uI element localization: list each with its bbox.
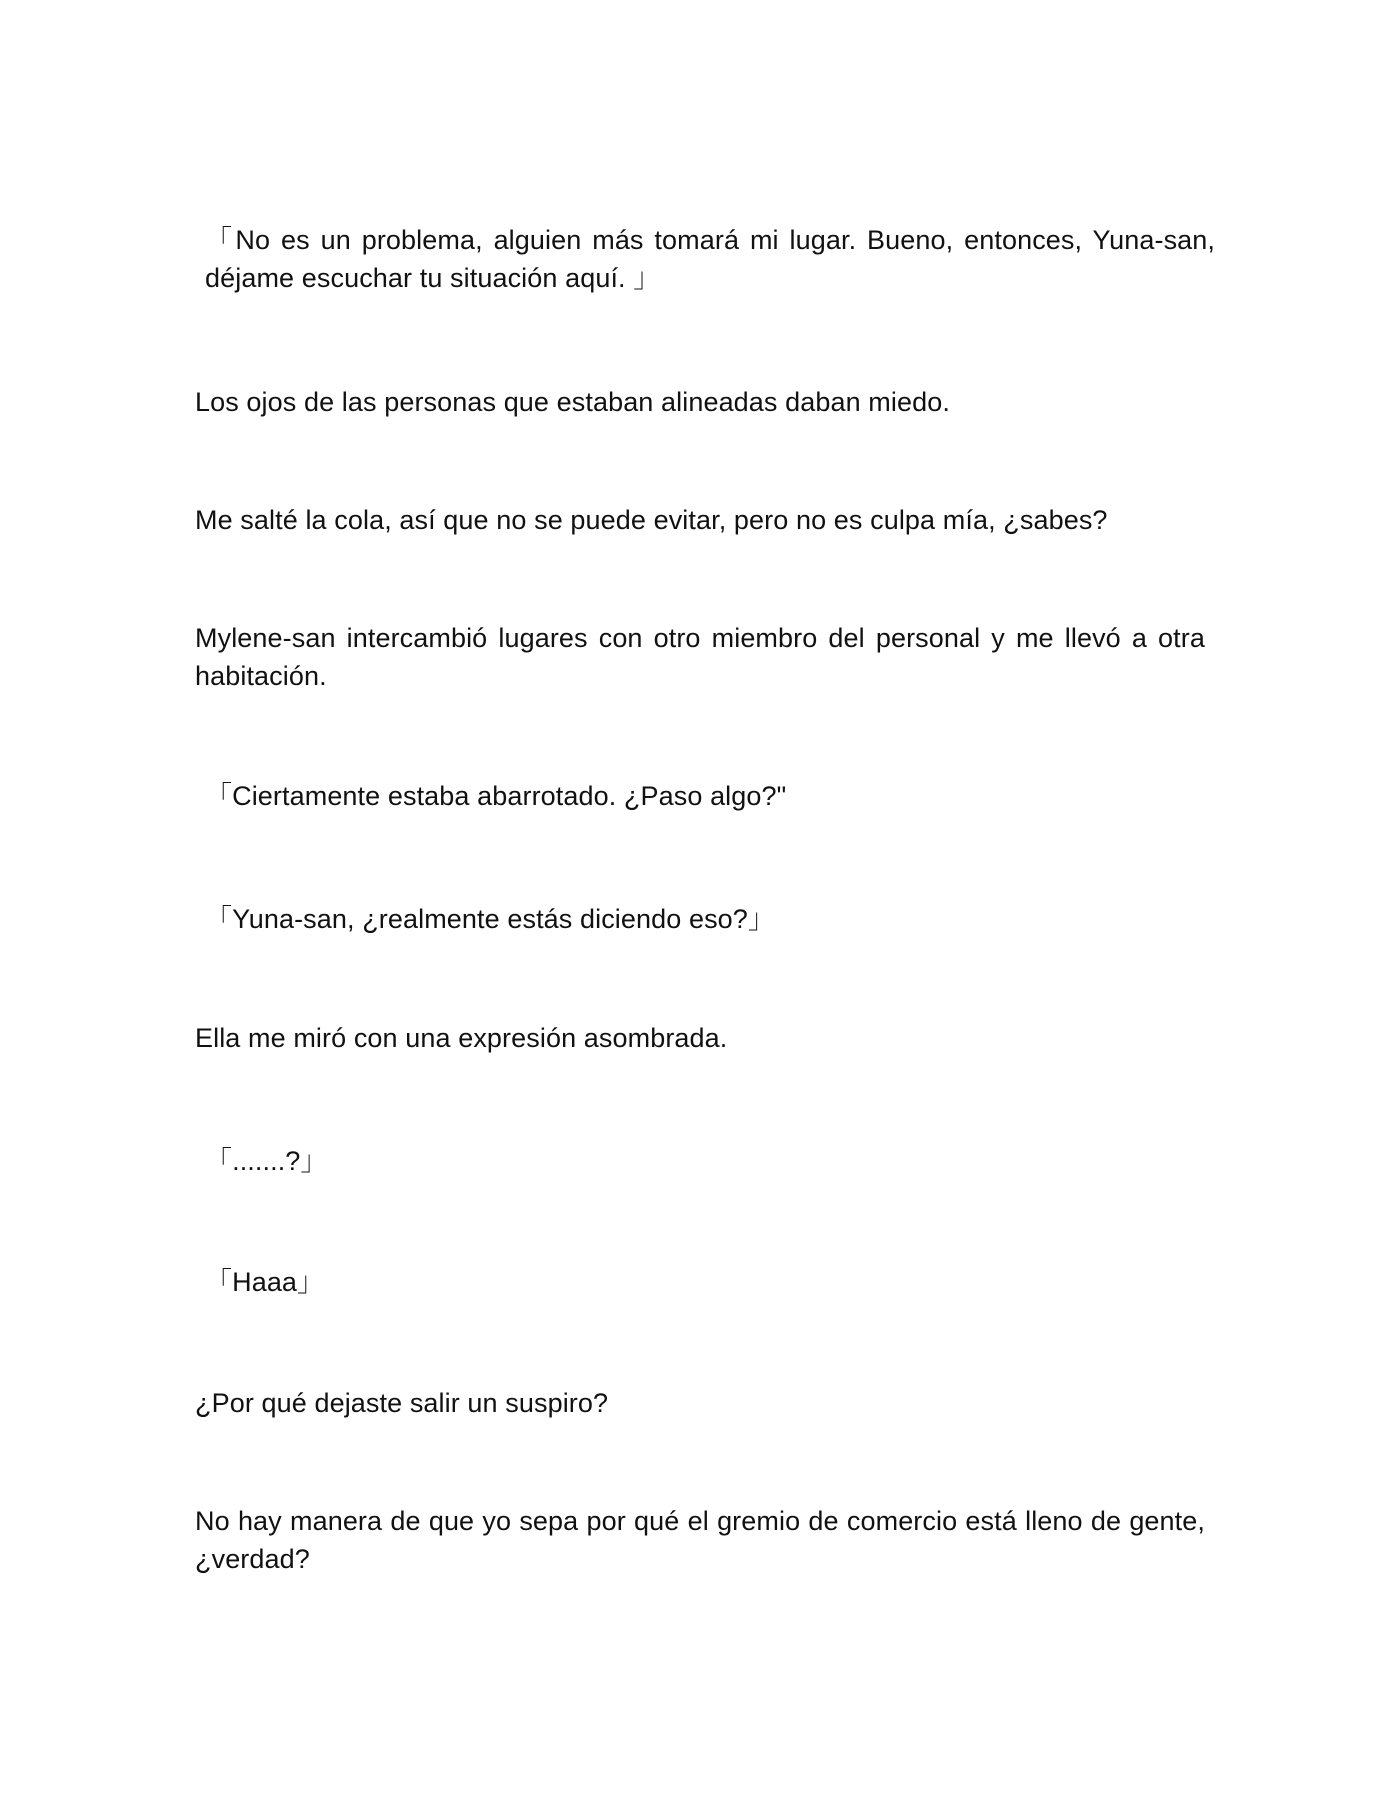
paragraph-dialogue: 「No es un problema, alguien más tomará mi lugar. Bueno, entonces, Yuna-san, déjame escuchar tu situación aquí. 」 [205,225,1215,293]
paragraph-narration: Ella me miró con una expresión asombrada. [195,1023,728,1053]
paragraph-dialogue: 「.......?」 [205,1146,328,1176]
paragraph-narration: Me salté la cola, así que no se puede evitar, pero no es culpa mía, ¿sabes? [195,505,1108,535]
paragraph-narration: ¿Por qué dejaste salir un suspiro? [195,1388,609,1418]
paragraph-dialogue: 「Yuna-san, ¿realmente estás diciendo eso?」 [205,904,776,934]
paragraph-dialogue: 「Ciertamente estaba abarrotado. ¿Paso algo?" [205,781,787,811]
paragraph-narration: Mylene-san intercambió lugares con otro miembro del personal y me llevó a otra habitación. [195,623,1205,691]
paragraph-narration: No hay manera de que yo sepa por qué el gremio de comercio está lleno de gente, ¿verdad? [195,1506,1205,1574]
paragraph-dialogue: 「Haaa」 [205,1267,325,1297]
paragraph-narration: Los ojos de las personas que estaban alineadas daban miedo. [195,387,950,417]
